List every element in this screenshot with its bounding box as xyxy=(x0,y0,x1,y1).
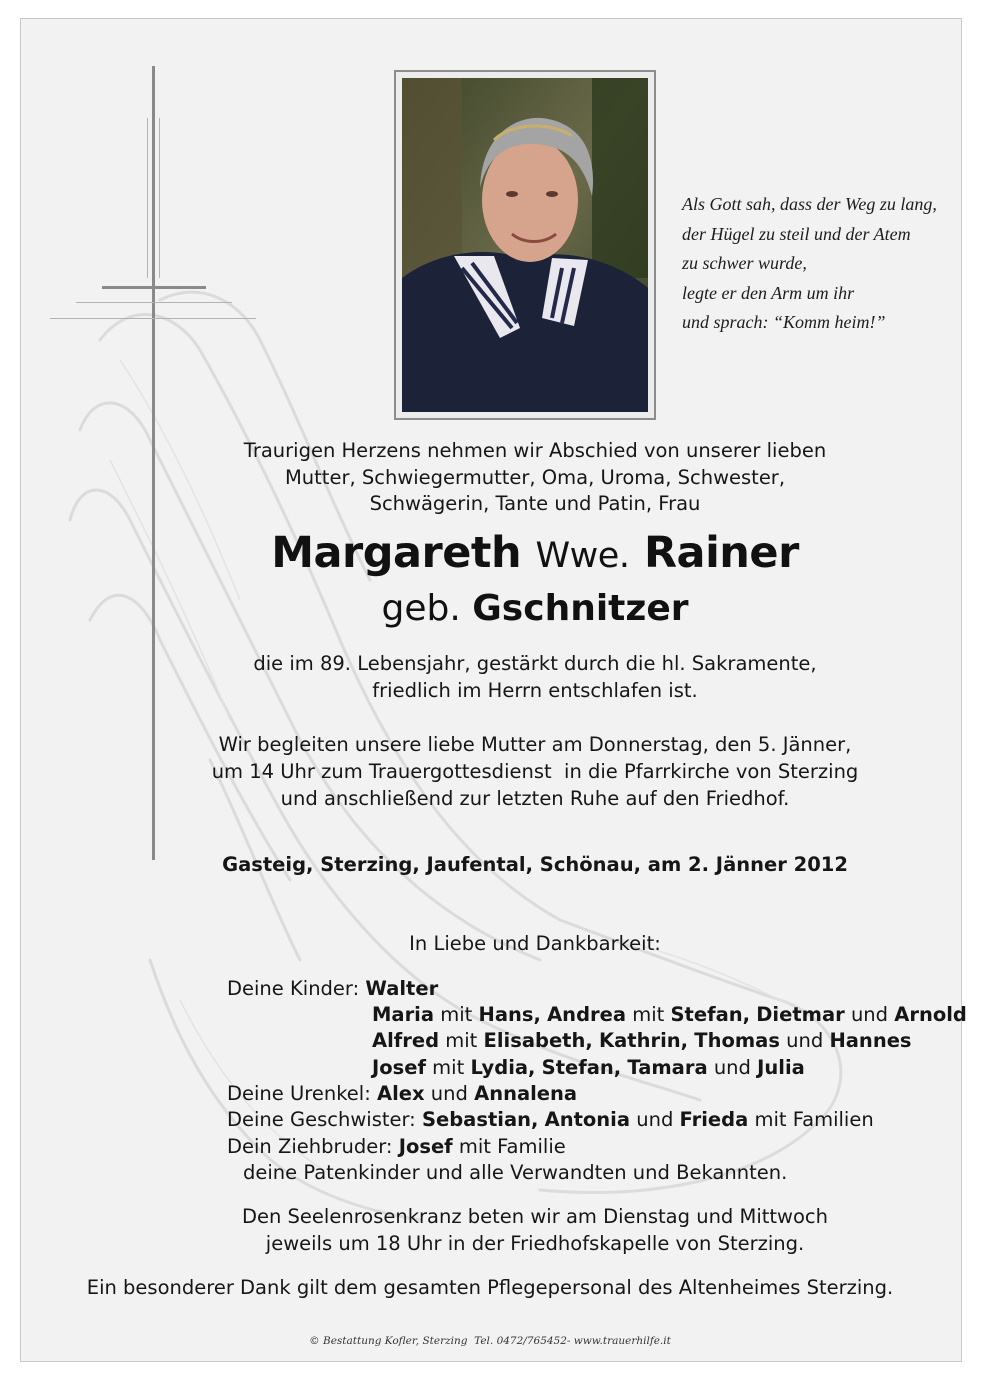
rosary-line: Den Seelenrosenkranz beten wir am Dienstag und Mittwoch xyxy=(241,1205,828,1228)
connector: und xyxy=(430,1082,468,1105)
death-line: die im 89. Lebensjahr, gestärkt durch die hl. Sakramente, xyxy=(253,652,817,675)
child-row xyxy=(372,1028,967,1054)
last-name: Rainer xyxy=(643,528,799,578)
intro-text xyxy=(90,438,980,518)
death-line: friedlich im Herrn entschlafen ist. xyxy=(372,679,698,702)
poem-line: legte er den Arm um ihr xyxy=(682,282,855,303)
footer-credit: © Bestattung Kofler, Sterzing Tel. 0472/765452- www.trauerhilfe.it xyxy=(309,1335,671,1347)
poem-line: Als Gott sah, dass der Weg zu lang, xyxy=(682,194,937,214)
cross-line xyxy=(50,318,256,319)
funeral-line: Wir begleiten unsere liebe Mutter am Donnerstag, den 5. Jänner, xyxy=(218,733,852,756)
partner-name: Elisabeth, xyxy=(483,1029,593,1053)
cross-horizontal-beam xyxy=(102,286,206,289)
connector: und xyxy=(850,1003,889,1026)
great-grandchild-name: Annalena xyxy=(474,1082,578,1105)
partner-name: Stefan, xyxy=(670,1003,751,1026)
child-name: Josef xyxy=(372,1055,426,1079)
partner-name: Lydia, xyxy=(470,1055,536,1079)
portrait-frame xyxy=(394,70,656,420)
great-grandchildren-row xyxy=(227,1081,874,1107)
connector: mit xyxy=(440,1003,473,1026)
rosary-line: jeweils um 18 Uhr in der Friedhofskapelle von Sterzing. xyxy=(265,1231,805,1255)
siblings-label: Deine Geschwister: xyxy=(227,1108,416,1132)
godchildren-row: deine Patenkinder und alle Verwandten und Bekannten. xyxy=(243,1160,788,1184)
grandchild-name: Julia xyxy=(757,1055,805,1079)
connector: und xyxy=(786,1029,824,1053)
poem-line: zu schwer wurde, xyxy=(682,253,807,273)
widow-title: Wwe. xyxy=(535,536,630,576)
family-list xyxy=(227,976,438,1002)
foster-name: Josef xyxy=(398,1134,453,1158)
death-text xyxy=(90,650,980,704)
cross-line xyxy=(76,302,232,303)
intro-line: Schwägerin, Tante und Patin, Frau xyxy=(369,492,701,515)
intro-line: Traurigen Herzens nehmen wir Abschied von unserer lieben xyxy=(243,439,827,462)
poem-line: und sprach: “Komm heim!” xyxy=(682,312,886,332)
foster-row xyxy=(227,1134,874,1160)
connector: und xyxy=(713,1055,751,1079)
connector: mit xyxy=(632,1003,665,1026)
grandchild-name: Hannes xyxy=(829,1029,912,1053)
love-line: In Liebe und Dankbarkeit: xyxy=(409,932,661,955)
child-row xyxy=(372,1055,967,1081)
foster-tail: mit Familie xyxy=(458,1134,566,1158)
funeral-line: um 14 Uhr zum Trauergottesdienst in die Pfarrkirche von Sterzing xyxy=(211,760,859,783)
grandchild-name: Kathrin, xyxy=(598,1029,689,1053)
connector: mit xyxy=(432,1055,465,1079)
thanks-text: Ein besonderer Dank gilt dem gesamten Pflegepersonal des Altenheimes Sterzing. xyxy=(86,1276,894,1299)
portrait-photo xyxy=(402,78,648,412)
child-row xyxy=(372,1002,967,1028)
great-grandchildren-label: Deine Urenkel: xyxy=(227,1082,371,1105)
sibling-tail: mit Familien xyxy=(754,1108,874,1132)
grandchild-name: Stefan, xyxy=(541,1055,622,1079)
poem-line: der Hügel zu steil und der Atem xyxy=(682,223,911,244)
children-list xyxy=(372,1002,967,1081)
maiden-prefix: geb. xyxy=(381,588,461,629)
child-name: Walter xyxy=(365,977,439,1000)
cross-line xyxy=(159,118,160,278)
grandchild-name: Thomas xyxy=(694,1029,780,1053)
sibling-name: Sebastian, xyxy=(421,1108,539,1132)
funeral-line: und anschließend zur letzten Ruhe auf den Friedhof. xyxy=(280,787,790,810)
funeral-text xyxy=(90,731,980,812)
children-label: Deine Kinder: xyxy=(227,977,360,1000)
cross-line xyxy=(147,118,148,278)
child-name: Andrea xyxy=(547,1003,627,1026)
sibling-name: Frieda xyxy=(679,1108,749,1132)
siblings-row xyxy=(227,1107,874,1133)
deceased-name xyxy=(90,524,980,585)
partner-name: Hans, xyxy=(478,1003,541,1026)
connector: mit xyxy=(445,1029,478,1053)
place-date: Gasteig, Sterzing, Jaufental, Schönau, am 2. Jänner 2012 xyxy=(222,853,848,876)
intro-line: Mutter, Schwiegermutter, Oma, Uroma, Schwester, xyxy=(284,465,786,489)
grandchild-name: Tamara xyxy=(627,1055,708,1079)
relatives-list xyxy=(227,1081,874,1186)
foster-label: Dein Ziehbruder: xyxy=(227,1134,393,1158)
connector: und xyxy=(636,1108,674,1132)
child-name: Maria xyxy=(372,1003,435,1026)
rosary-text xyxy=(90,1204,980,1257)
poem xyxy=(682,190,960,338)
first-name: Margareth xyxy=(271,528,522,578)
maiden-name xyxy=(90,584,980,634)
sibling-name: Antonia xyxy=(544,1108,631,1132)
great-grandchild-name: Alex xyxy=(377,1082,425,1105)
children-row xyxy=(227,976,438,1002)
child-name: Arnold xyxy=(894,1003,967,1026)
child-name: Dietmar xyxy=(756,1003,845,1026)
maiden-surname: Gschnitzer xyxy=(472,588,689,629)
child-name: Alfred xyxy=(372,1029,440,1053)
